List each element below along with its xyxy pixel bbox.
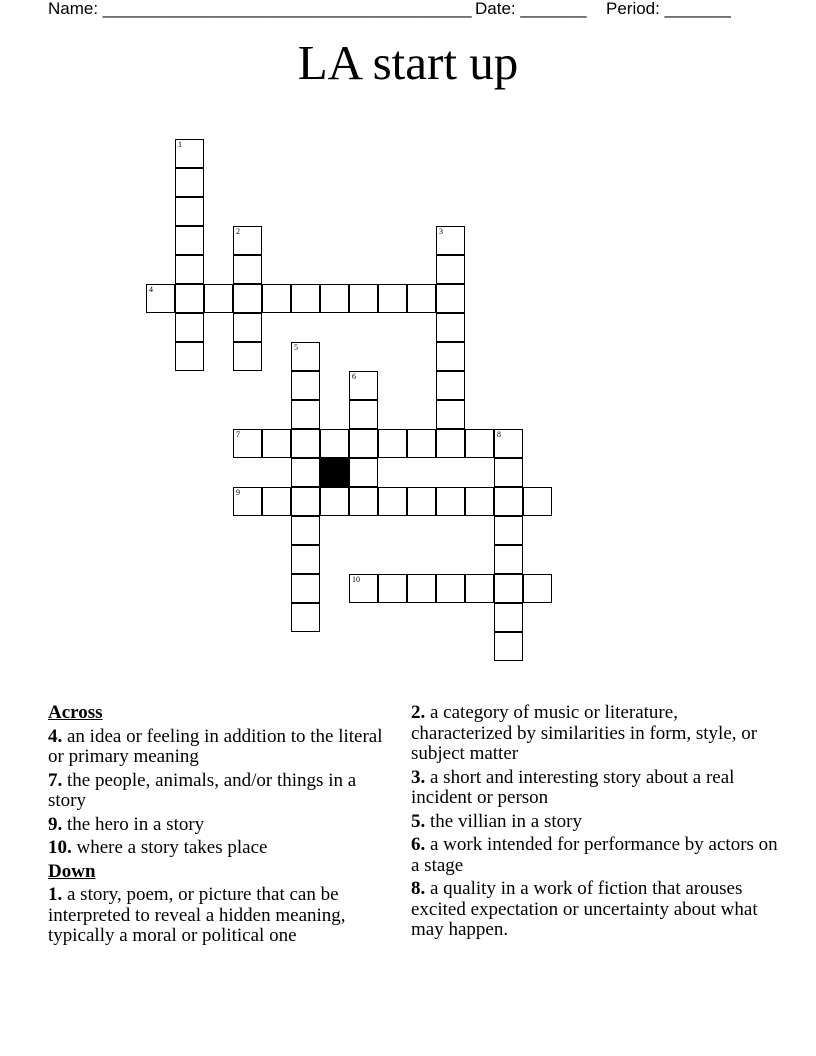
crossword-cell[interactable]	[233, 284, 262, 313]
date-field[interactable]: Date: _______	[475, 0, 587, 18]
clue-number-label: 9	[236, 488, 240, 497]
crossword-cell[interactable]	[291, 545, 320, 574]
crossword-cell[interactable]	[436, 313, 465, 342]
crossword-cell[interactable]	[494, 458, 523, 487]
clue-number: 2.	[411, 702, 426, 723]
crossword-cell[interactable]	[523, 574, 552, 603]
crossword-cell[interactable]	[291, 429, 320, 458]
clue-text: a short and interesting story about a real incident or person	[411, 766, 735, 808]
clue-text: a work intended for performance by actors on a stage	[411, 834, 778, 876]
period-field[interactable]: Period: _______	[606, 0, 731, 18]
crossword-cell[interactable]	[349, 429, 378, 458]
crossword-cell[interactable]	[349, 574, 378, 603]
clue-number: 10.	[48, 837, 72, 858]
crossword-cell[interactable]	[407, 429, 436, 458]
clue-across-9	[48, 815, 393, 836]
crossword-cell[interactable]	[407, 487, 436, 516]
crossword-cell[interactable]	[349, 487, 378, 516]
clue-down-2	[411, 703, 781, 765]
crossword-cell[interactable]	[175, 226, 204, 255]
clue-down-8	[411, 879, 781, 941]
crossword-cell[interactable]	[436, 429, 465, 458]
clue-text: a category of music or literature, characterized by similarities in form, style, or subject matter	[411, 702, 758, 764]
crossword-cell[interactable]	[465, 574, 494, 603]
crossword-cell[interactable]	[349, 284, 378, 313]
crossword-cell[interactable]	[494, 516, 523, 545]
crossword-cell[interactable]	[204, 284, 233, 313]
crossword-cell[interactable]	[262, 487, 291, 516]
crossword-cell[interactable]	[233, 226, 262, 255]
crossword-cell[interactable]	[175, 313, 204, 342]
crossword-cell[interactable]	[436, 342, 465, 371]
across-heading: Across	[48, 702, 103, 723]
clue-number: 1.	[48, 884, 63, 905]
clue-number-label: 1	[178, 140, 182, 149]
clue-across-7	[48, 771, 393, 812]
clue-number: 8.	[411, 878, 426, 899]
clue-down-1	[48, 885, 393, 947]
crossword-cell[interactable]	[407, 574, 436, 603]
clues-right-column	[411, 703, 781, 944]
crossword-cell[interactable]	[349, 371, 378, 400]
crossword-cell[interactable]	[262, 284, 291, 313]
crossword-cell[interactable]	[291, 487, 320, 516]
crossword-cell[interactable]	[436, 574, 465, 603]
crossword-cell[interactable]	[291, 342, 320, 371]
crossword-cell[interactable]	[320, 487, 349, 516]
crossword-cell[interactable]	[523, 487, 552, 516]
crossword-cell[interactable]	[175, 342, 204, 371]
clues-left-column	[48, 703, 393, 950]
crossword-cell[interactable]	[233, 313, 262, 342]
crossword-cell[interactable]	[291, 574, 320, 603]
crossword-cell[interactable]	[291, 516, 320, 545]
crossword-cell[interactable]	[378, 487, 407, 516]
crossword-cell[interactable]	[175, 255, 204, 284]
crossword-cell[interactable]	[378, 284, 407, 313]
clue-text: where a story takes place	[76, 837, 268, 858]
crossword-cell[interactable]	[436, 255, 465, 284]
clue-down-6	[411, 835, 781, 876]
clue-down-5	[411, 812, 781, 833]
crossword-cell[interactable]	[465, 487, 494, 516]
crossword-cell[interactable]	[291, 284, 320, 313]
clue-text: a quality in a work of fiction that arouses excited expectation or uncertainty about what may happen.	[411, 878, 758, 940]
clue-across-10	[48, 838, 393, 859]
clue-text: the people, animals, and/or things in a story	[48, 769, 357, 811]
clue-text: the villian in a story	[430, 810, 582, 832]
crossword-cell[interactable]	[349, 400, 378, 429]
page-title: LA start up	[297, 35, 519, 90]
crossword-cell[interactable]	[378, 574, 407, 603]
clue-down-3	[411, 768, 781, 809]
clue-number-label: 8	[497, 430, 501, 439]
crossword-cell[interactable]	[436, 400, 465, 429]
crossword-cell[interactable]	[494, 632, 523, 661]
crossword-cell[interactable]	[291, 400, 320, 429]
clue-number: 7.	[48, 769, 63, 791]
crossword-cell[interactable]	[233, 429, 262, 458]
clue-number: 5.	[411, 810, 426, 832]
crossword-cell[interactable]	[349, 458, 378, 487]
crossword-cell[interactable]	[291, 458, 320, 487]
crossword-cell[interactable]	[291, 371, 320, 400]
clue-text: the hero in a story	[67, 813, 205, 835]
crossword-cell[interactable]	[320, 429, 349, 458]
crossword-cell[interactable]	[494, 574, 523, 603]
clue-across-4	[48, 727, 393, 768]
blocked-square	[320, 458, 349, 487]
crossword-cell[interactable]	[378, 429, 407, 458]
crossword-cell[interactable]	[494, 603, 523, 632]
crossword-cell[interactable]	[175, 284, 204, 313]
crossword-cell[interactable]	[494, 545, 523, 574]
crossword-cell[interactable]	[262, 429, 291, 458]
clue-number: 3.	[411, 766, 426, 788]
name-field[interactable]: Name: _______________________________________	[48, 0, 472, 18]
clue-number-label: 5	[294, 343, 298, 352]
crossword-cell[interactable]	[320, 284, 349, 313]
crossword-cell[interactable]	[175, 139, 204, 168]
crossword-cell[interactable]	[291, 603, 320, 632]
crossword-cell[interactable]	[233, 487, 262, 516]
crossword-cell[interactable]	[407, 284, 436, 313]
clue-number-label: 3	[439, 227, 443, 236]
clue-number-label: 2	[236, 227, 240, 236]
crossword-cell[interactable]	[465, 429, 494, 458]
crossword-cell[interactable]	[146, 284, 175, 313]
clue-number-label: 7	[236, 430, 240, 439]
down-heading: Down	[48, 860, 96, 882]
crossword-cell[interactable]	[494, 429, 523, 458]
crossword-cell[interactable]	[175, 197, 204, 226]
clue-text: a story, poem, or picture that can be interpreted to reveal a hidden meaning, typically a moral or political one	[48, 884, 346, 946]
clue-number-label: 10	[352, 575, 360, 584]
clue-number: 9.	[48, 813, 63, 835]
crossword-cell[interactable]	[175, 168, 204, 197]
clue-text: an idea or feeling in addition to the literal or primary meaning	[48, 725, 383, 767]
crossword-cell[interactable]	[494, 487, 523, 516]
crossword-cell[interactable]	[436, 284, 465, 313]
clue-number-label: 4	[149, 285, 153, 294]
clue-number: 4.	[48, 725, 63, 747]
crossword-cell[interactable]	[233, 342, 262, 371]
crossword-cell[interactable]	[436, 487, 465, 516]
clue-number: 6.	[411, 834, 426, 855]
crossword-cell[interactable]	[436, 371, 465, 400]
clue-number-label: 6	[352, 372, 356, 381]
crossword-cell[interactable]	[233, 255, 262, 284]
crossword-cell[interactable]	[436, 226, 465, 255]
